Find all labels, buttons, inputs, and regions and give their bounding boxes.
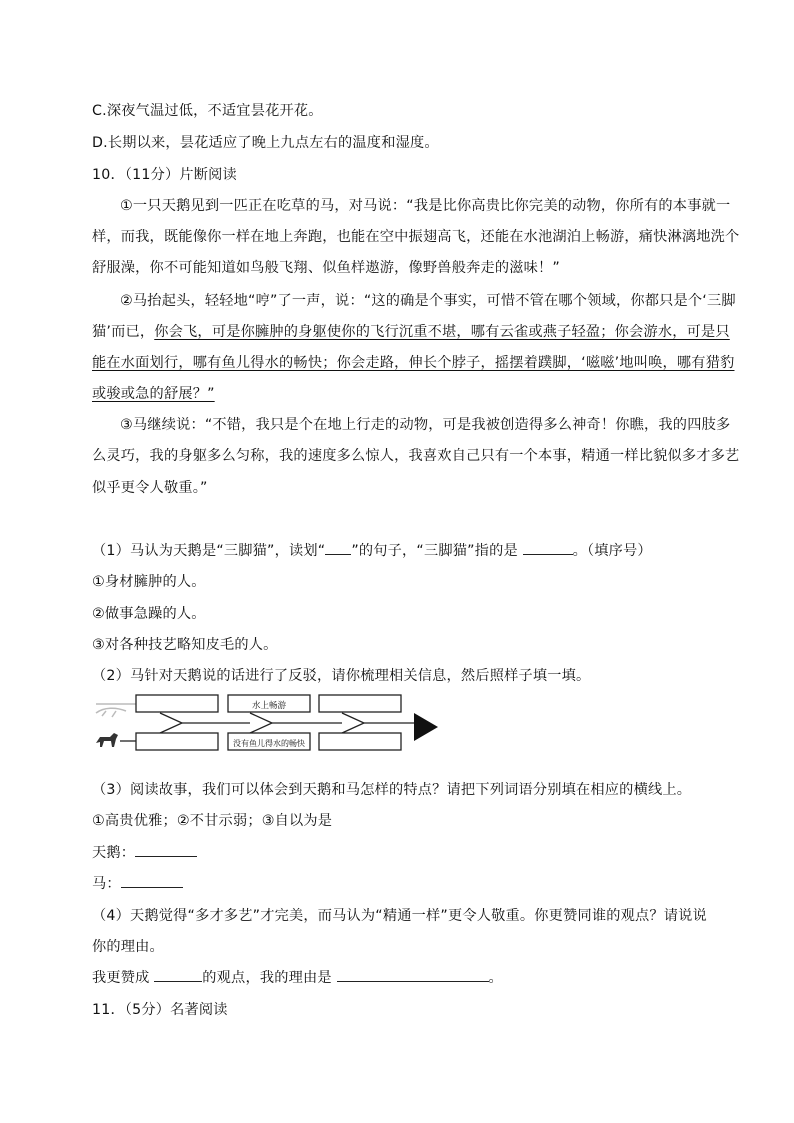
answer-blank[interactable] bbox=[154, 967, 202, 982]
box-label-top: 水上畅游 bbox=[251, 701, 287, 711]
choice-2: ②做事急躁的人。 bbox=[92, 606, 206, 622]
answer-blank[interactable] bbox=[337, 967, 489, 982]
passage-line: 似乎更令人敬重。” bbox=[92, 480, 208, 496]
sub-question-text: （1）马认为天鹅是“三脚猫”，读划“ bbox=[92, 543, 326, 559]
arrow-head-icon bbox=[414, 713, 438, 741]
opinion-answer-line bbox=[92, 967, 503, 987]
spine-arrow bbox=[250, 713, 272, 733]
swan-label: 天鹅： bbox=[92, 845, 136, 861]
answer-text: 。 bbox=[488, 970, 503, 986]
answer-text: 的观点，我的理由是 bbox=[202, 970, 332, 986]
fishbone-diagram bbox=[92, 689, 442, 759]
passage-line: ③马继续说：“不错，我只是个在地上行走的动物，可是我被创造得多么神奇！你瞧，我的四肢多 bbox=[120, 417, 731, 433]
spine-arrow bbox=[160, 713, 182, 733]
question-10-header: 10．（11分）片断阅读 bbox=[92, 167, 237, 183]
sub-question-text: 你的理由。 bbox=[92, 939, 164, 955]
spine-arrow bbox=[342, 713, 364, 733]
underlined-sentence: 你会飞，可是你臃肿的身躯使你的飞行沉重不堪，哪有云雀或燕子轻盈；你会游水，可是只 bbox=[154, 324, 730, 340]
passage-line: ①一只天鹅见到一匹正在吃草的马，对马说：“我是比你高贵比你完美的动物，你所有的本事就一 bbox=[120, 198, 731, 214]
horse-answer-line bbox=[92, 873, 183, 893]
choice-1: ①身材臃肿的人。 bbox=[92, 574, 206, 590]
passage-line: 舒服澡，你不可能知道如鸟般飞翔、似鱼样遨游，像野兽般奔走的滋味！” bbox=[92, 260, 560, 276]
blank-box bbox=[319, 695, 401, 712]
blank-box bbox=[136, 733, 218, 750]
question-11-header: 11．（5分）名著阅读 bbox=[92, 1002, 228, 1018]
passage-line: 么灵巧，我的身躯多么匀称，我的速度多么惊人，我喜欢自己只有一个本事，精通一样比貌似多才多艺 bbox=[92, 448, 740, 464]
horse-figure-icon bbox=[96, 733, 118, 747]
sub-question-3: （3）阅读故事，我们可以体会到天鹅和马怎样的特点？请把下列词语分别填在相应的横线上。 bbox=[92, 782, 692, 798]
choice-3: ③对各种技艺略知皮毛的人。 bbox=[92, 637, 278, 653]
sub-question-text: ”的句子，“三脚猫”指的是 bbox=[351, 543, 518, 559]
sub-question-text: （4）天鹅觉得“多才多艺”才完美，而马认为“精通一样”更令人敬重。你更赞同谁的观点？请说说 bbox=[92, 908, 707, 924]
option-c: C.深夜气温过低，不适宜昙花开花。 bbox=[92, 103, 323, 119]
answer-blank[interactable] bbox=[325, 540, 351, 555]
answer-blank[interactable] bbox=[523, 540, 573, 555]
answer-blank[interactable] bbox=[135, 842, 197, 857]
answer-text: 我更赞成 bbox=[92, 970, 150, 986]
swan-figure-icon bbox=[96, 708, 126, 717]
underlined-sentence: 能在水面划行，哪有鱼儿得水的畅快；你会走路，伸长个脖子，摇摆着蹼脚，‘嗞嗞’地叫唤，哪有猎豹 bbox=[92, 355, 735, 371]
underlined-sentence: 或骏或急的舒展？” bbox=[92, 386, 215, 402]
sub-question-2: （2）马针对天鹅说的话进行了反驳，请你梳理相关信息，然后照样子填一填。 bbox=[92, 668, 591, 684]
answer-blank[interactable] bbox=[121, 873, 183, 888]
blank-box bbox=[136, 695, 218, 712]
passage-line: ②马抬起头，轻轻地“哼”了一声，说：“这的确是个事实，可惜不管在哪个领域，你都只是个‘三脚 bbox=[120, 293, 736, 309]
blank-box bbox=[319, 733, 401, 750]
swan-answer-line bbox=[92, 842, 197, 862]
option-d: D.长期以来，昙花适应了晚上九点左右的温度和湿度。 bbox=[92, 135, 439, 151]
passage-line: 样，而我，既能像你一样在地上奔跑，也能在空中振翅高飞，还能在水池湖泊上畅游，痛快淋漓地洗个 bbox=[92, 229, 740, 245]
passage-line bbox=[92, 321, 730, 341]
sub-question-text: 。（填序号） bbox=[572, 543, 652, 559]
horse-label: 马： bbox=[92, 876, 121, 892]
box-label-bottom: 没有鱼儿得水的畅快 bbox=[233, 739, 305, 748]
sub-question-1 bbox=[92, 540, 652, 560]
word-list: ①高贵优雅；②不甘示弱；③自以为是 bbox=[92, 813, 333, 829]
plain-text: 猫’而已， bbox=[92, 324, 155, 340]
